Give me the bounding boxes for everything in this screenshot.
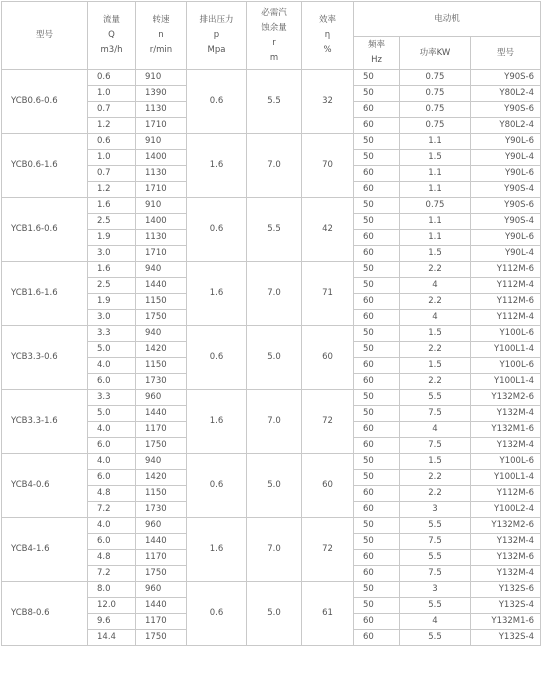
motor-power-cell: 5.5 bbox=[400, 390, 471, 406]
speed-cell: 940 bbox=[136, 262, 187, 278]
pump-model-cell: YCB8-0.6 bbox=[2, 582, 88, 646]
efficiency-cell: 32 bbox=[302, 70, 354, 134]
speed-cell: 1130 bbox=[136, 230, 187, 246]
flow-cell: 6.0 bbox=[88, 470, 136, 486]
pressure-cell: 1.6 bbox=[187, 262, 247, 326]
motor-model-cell: Y132S-4 bbox=[471, 598, 541, 614]
flow-cell: 7.2 bbox=[88, 566, 136, 582]
pressure-cell: 0.6 bbox=[187, 326, 247, 390]
motor-frequency-cell: 60 bbox=[354, 566, 400, 582]
motor-power-cell: 4 bbox=[400, 422, 471, 438]
table-row bbox=[2, 326, 541, 342]
table-row bbox=[2, 582, 541, 598]
motor-model-cell: Y100L-6 bbox=[471, 326, 541, 342]
motor-power-cell: 0.75 bbox=[400, 70, 471, 86]
speed-cell: 1420 bbox=[136, 470, 187, 486]
motor-frequency-cell: 50 bbox=[354, 534, 400, 550]
motor-power-cell: 0.75 bbox=[400, 86, 471, 102]
motor-frequency-cell: 50 bbox=[354, 582, 400, 598]
motor-model-cell: Y132M-4 bbox=[471, 534, 541, 550]
motor-model-cell: Y90S-4 bbox=[471, 182, 541, 198]
speed-cell: 1400 bbox=[136, 150, 187, 166]
speed-cell: 910 bbox=[136, 134, 187, 150]
flow-cell: 4.0 bbox=[88, 454, 136, 470]
speed-cell: 1150 bbox=[136, 486, 187, 502]
motor-model-cell: Y132M1-6 bbox=[471, 614, 541, 630]
header-motor-power: 功率KW bbox=[400, 37, 471, 70]
speed-cell: 1150 bbox=[136, 294, 187, 310]
motor-frequency-cell: 60 bbox=[354, 630, 400, 646]
motor-power-cell: 5.5 bbox=[400, 598, 471, 614]
motor-power-cell: 2.2 bbox=[400, 342, 471, 358]
flow-cell: 1.9 bbox=[88, 294, 136, 310]
motor-frequency-cell: 60 bbox=[354, 166, 400, 182]
speed-cell: 1750 bbox=[136, 438, 187, 454]
flow-cell: 0.6 bbox=[88, 134, 136, 150]
efficiency-cell: 72 bbox=[302, 518, 354, 582]
motor-frequency-cell: 50 bbox=[354, 598, 400, 614]
motor-model-cell: Y90L-6 bbox=[471, 134, 541, 150]
motor-frequency-cell: 60 bbox=[354, 310, 400, 326]
npsh-cell: 5.0 bbox=[247, 454, 302, 518]
motor-power-cell: 0.75 bbox=[400, 118, 471, 134]
motor-frequency-cell: 50 bbox=[354, 278, 400, 294]
flow-cell: 5.0 bbox=[88, 406, 136, 422]
flow-cell: 4.8 bbox=[88, 486, 136, 502]
motor-frequency-cell: 60 bbox=[354, 246, 400, 262]
motor-power-cell: 4 bbox=[400, 278, 471, 294]
motor-power-cell: 2.2 bbox=[400, 294, 471, 310]
flow-cell: 8.0 bbox=[88, 582, 136, 598]
speed-cell: 940 bbox=[136, 454, 187, 470]
motor-frequency-cell: 50 bbox=[354, 342, 400, 358]
motor-model-cell: Y132M-4 bbox=[471, 406, 541, 422]
table-row bbox=[2, 134, 541, 150]
motor-model-cell: Y132M-4 bbox=[471, 566, 541, 582]
npsh-cell: 7.0 bbox=[247, 134, 302, 198]
speed-cell: 960 bbox=[136, 390, 187, 406]
motor-power-cell: 1.1 bbox=[400, 134, 471, 150]
pressure-cell: 1.6 bbox=[187, 134, 247, 198]
motor-frequency-cell: 60 bbox=[354, 182, 400, 198]
motor-frequency-cell: 50 bbox=[354, 470, 400, 486]
table-header bbox=[2, 2, 541, 70]
npsh-cell: 5.5 bbox=[247, 198, 302, 262]
table-row bbox=[2, 390, 541, 406]
motor-frequency-cell: 60 bbox=[354, 230, 400, 246]
motor-frequency-cell: 50 bbox=[354, 70, 400, 86]
flow-cell: 6.0 bbox=[88, 534, 136, 550]
pressure-cell: 0.6 bbox=[187, 582, 247, 646]
motor-power-cell: 5.5 bbox=[400, 550, 471, 566]
motor-frequency-cell: 60 bbox=[354, 294, 400, 310]
header-motor: 电动机 bbox=[354, 2, 541, 37]
flow-cell: 14.4 bbox=[88, 630, 136, 646]
efficiency-cell: 60 bbox=[302, 326, 354, 390]
header-pressure: 排出压力 p Mpa bbox=[187, 2, 247, 70]
motor-model-cell: Y132M2-6 bbox=[471, 390, 541, 406]
motor-model-cell: Y90L-4 bbox=[471, 150, 541, 166]
flow-cell: 6.0 bbox=[88, 438, 136, 454]
header-npsh: 必需汽 蚀余量 r m bbox=[247, 2, 302, 70]
npsh-cell: 5.0 bbox=[247, 326, 302, 390]
motor-frequency-cell: 50 bbox=[354, 390, 400, 406]
speed-cell: 910 bbox=[136, 198, 187, 214]
speed-cell: 1710 bbox=[136, 246, 187, 262]
motor-power-cell: 1.5 bbox=[400, 246, 471, 262]
motor-power-cell: 1.5 bbox=[400, 358, 471, 374]
pressure-cell: 0.6 bbox=[187, 198, 247, 262]
motor-model-cell: Y132M2-6 bbox=[471, 518, 541, 534]
flow-cell: 4.0 bbox=[88, 422, 136, 438]
motor-power-cell: 1.5 bbox=[400, 326, 471, 342]
npsh-cell: 5.5 bbox=[247, 70, 302, 134]
motor-power-cell: 1.1 bbox=[400, 214, 471, 230]
motor-power-cell: 1.5 bbox=[400, 150, 471, 166]
motor-model-cell: Y90L-6 bbox=[471, 166, 541, 182]
motor-frequency-cell: 50 bbox=[354, 454, 400, 470]
motor-power-cell: 2.2 bbox=[400, 374, 471, 390]
motor-model-cell: Y100L-6 bbox=[471, 358, 541, 374]
motor-model-cell: Y132S-4 bbox=[471, 630, 541, 646]
speed-cell: 1440 bbox=[136, 406, 187, 422]
motor-power-cell: 7.5 bbox=[400, 438, 471, 454]
pump-model-cell: YCB0.6-1.6 bbox=[2, 134, 88, 198]
flow-cell: 4.0 bbox=[88, 358, 136, 374]
header-efficiency: 效率 η % bbox=[302, 2, 354, 70]
motor-power-cell: 3 bbox=[400, 502, 471, 518]
motor-frequency-cell: 60 bbox=[354, 102, 400, 118]
motor-model-cell: Y112M-6 bbox=[471, 262, 541, 278]
header-model: 型号 bbox=[2, 2, 88, 70]
motor-frequency-cell: 60 bbox=[354, 374, 400, 390]
motor-power-cell: 1.1 bbox=[400, 230, 471, 246]
motor-model-cell: Y90L-6 bbox=[471, 230, 541, 246]
motor-power-cell: 7.5 bbox=[400, 534, 471, 550]
header-motor-frequency: 频率 Hz bbox=[354, 37, 400, 70]
motor-frequency-cell: 60 bbox=[354, 486, 400, 502]
motor-model-cell: Y90S-6 bbox=[471, 102, 541, 118]
motor-model-cell: Y112M-4 bbox=[471, 278, 541, 294]
table-row bbox=[2, 262, 541, 278]
motor-frequency-cell: 50 bbox=[354, 86, 400, 102]
motor-power-cell: 0.75 bbox=[400, 102, 471, 118]
motor-model-cell: Y80L2-4 bbox=[471, 86, 541, 102]
motor-model-cell: Y90L-4 bbox=[471, 246, 541, 262]
flow-cell: 1.9 bbox=[88, 230, 136, 246]
pump-model-cell: YCB1.6-0.6 bbox=[2, 198, 88, 262]
efficiency-cell: 72 bbox=[302, 390, 354, 454]
motor-model-cell: Y132M-6 bbox=[471, 550, 541, 566]
header-speed: 转速 n r/min bbox=[136, 2, 187, 70]
flow-cell: 0.7 bbox=[88, 102, 136, 118]
flow-cell: 4.8 bbox=[88, 550, 136, 566]
motor-power-cell: 2.2 bbox=[400, 486, 471, 502]
motor-frequency-cell: 60 bbox=[354, 438, 400, 454]
flow-cell: 0.6 bbox=[88, 70, 136, 86]
pump-model-cell: YCB3.3-0.6 bbox=[2, 326, 88, 390]
npsh-cell: 7.0 bbox=[247, 518, 302, 582]
motor-frequency-cell: 50 bbox=[354, 518, 400, 534]
motor-frequency-cell: 60 bbox=[354, 118, 400, 134]
speed-cell: 1150 bbox=[136, 358, 187, 374]
npsh-cell: 7.0 bbox=[247, 390, 302, 454]
speed-cell: 1170 bbox=[136, 550, 187, 566]
motor-power-cell: 0.75 bbox=[400, 198, 471, 214]
motor-power-cell: 3 bbox=[400, 582, 471, 598]
motor-power-cell: 1.5 bbox=[400, 454, 471, 470]
speed-cell: 1750 bbox=[136, 310, 187, 326]
motor-frequency-cell: 50 bbox=[354, 214, 400, 230]
flow-cell: 2.5 bbox=[88, 214, 136, 230]
flow-cell: 1.6 bbox=[88, 262, 136, 278]
flow-cell: 3.3 bbox=[88, 326, 136, 342]
flow-cell: 1.0 bbox=[88, 86, 136, 102]
header-motor-model: 型号 bbox=[471, 37, 541, 70]
motor-model-cell: Y132M-4 bbox=[471, 438, 541, 454]
motor-frequency-cell: 50 bbox=[354, 134, 400, 150]
pump-model-cell: YCB3.3-1.6 bbox=[2, 390, 88, 454]
motor-power-cell: 2.2 bbox=[400, 470, 471, 486]
table-row bbox=[2, 454, 541, 470]
efficiency-cell: 42 bbox=[302, 198, 354, 262]
flow-cell: 12.0 bbox=[88, 598, 136, 614]
speed-cell: 910 bbox=[136, 70, 187, 86]
speed-cell: 1390 bbox=[136, 86, 187, 102]
pump-model-cell: YCB4-0.6 bbox=[2, 454, 88, 518]
motor-frequency-cell: 50 bbox=[354, 198, 400, 214]
motor-frequency-cell: 50 bbox=[354, 150, 400, 166]
flow-cell: 7.2 bbox=[88, 502, 136, 518]
table-row bbox=[2, 70, 541, 86]
motor-frequency-cell: 60 bbox=[354, 550, 400, 566]
speed-cell: 1130 bbox=[136, 166, 187, 182]
motor-model-cell: Y80L2-4 bbox=[471, 118, 541, 134]
motor-power-cell: 5.5 bbox=[400, 518, 471, 534]
pump-model-cell: YCB4-1.6 bbox=[2, 518, 88, 582]
motor-power-cell: 2.2 bbox=[400, 262, 471, 278]
motor-power-cell: 4 bbox=[400, 614, 471, 630]
flow-cell: 1.2 bbox=[88, 182, 136, 198]
motor-power-cell: 7.5 bbox=[400, 406, 471, 422]
pressure-cell: 1.6 bbox=[187, 518, 247, 582]
efficiency-cell: 61 bbox=[302, 582, 354, 646]
motor-model-cell: Y100L1-4 bbox=[471, 342, 541, 358]
speed-cell: 1130 bbox=[136, 102, 187, 118]
npsh-cell: 5.0 bbox=[247, 582, 302, 646]
speed-cell: 940 bbox=[136, 326, 187, 342]
motor-power-cell: 5.5 bbox=[400, 630, 471, 646]
efficiency-cell: 71 bbox=[302, 262, 354, 326]
pressure-cell: 1.6 bbox=[187, 390, 247, 454]
header-flow: 流量 Q m3/h bbox=[88, 2, 136, 70]
speed-cell: 1710 bbox=[136, 182, 187, 198]
motor-model-cell: Y112M-4 bbox=[471, 310, 541, 326]
motor-frequency-cell: 50 bbox=[354, 326, 400, 342]
table-row bbox=[2, 198, 541, 214]
npsh-cell: 7.0 bbox=[247, 262, 302, 326]
motor-model-cell: Y90S-4 bbox=[471, 214, 541, 230]
motor-power-cell: 7.5 bbox=[400, 566, 471, 582]
efficiency-cell: 60 bbox=[302, 454, 354, 518]
motor-model-cell: Y132M1-6 bbox=[471, 422, 541, 438]
speed-cell: 1730 bbox=[136, 502, 187, 518]
flow-cell: 0.7 bbox=[88, 166, 136, 182]
speed-cell: 1750 bbox=[136, 630, 187, 646]
motor-frequency-cell: 60 bbox=[354, 422, 400, 438]
flow-cell: 5.0 bbox=[88, 342, 136, 358]
motor-power-cell: 1.1 bbox=[400, 166, 471, 182]
flow-cell: 6.0 bbox=[88, 374, 136, 390]
speed-cell: 960 bbox=[136, 582, 187, 598]
flow-cell: 1.2 bbox=[88, 118, 136, 134]
speed-cell: 1170 bbox=[136, 614, 187, 630]
motor-model-cell: Y112M-6 bbox=[471, 294, 541, 310]
table-row bbox=[2, 518, 541, 534]
flow-cell: 2.5 bbox=[88, 278, 136, 294]
motor-model-cell: Y100L1-4 bbox=[471, 374, 541, 390]
speed-cell: 1710 bbox=[136, 118, 187, 134]
motor-model-cell: Y90S-6 bbox=[471, 198, 541, 214]
motor-frequency-cell: 60 bbox=[354, 358, 400, 374]
speed-cell: 1750 bbox=[136, 566, 187, 582]
pump-spec-table bbox=[1, 1, 541, 646]
flow-cell: 1.0 bbox=[88, 150, 136, 166]
motor-frequency-cell: 60 bbox=[354, 502, 400, 518]
flow-cell: 3.0 bbox=[88, 246, 136, 262]
speed-cell: 1400 bbox=[136, 214, 187, 230]
flow-cell: 3.0 bbox=[88, 310, 136, 326]
speed-cell: 1440 bbox=[136, 278, 187, 294]
flow-cell: 9.6 bbox=[88, 614, 136, 630]
motor-model-cell: Y100L1-4 bbox=[471, 470, 541, 486]
motor-model-cell: Y90S-6 bbox=[471, 70, 541, 86]
speed-cell: 960 bbox=[136, 518, 187, 534]
motor-frequency-cell: 50 bbox=[354, 406, 400, 422]
table-body bbox=[2, 70, 541, 646]
pump-model-cell: YCB0.6-0.6 bbox=[2, 70, 88, 134]
pressure-cell: 0.6 bbox=[187, 70, 247, 134]
motor-model-cell: Y100L2-4 bbox=[471, 502, 541, 518]
motor-power-cell: 1.1 bbox=[400, 182, 471, 198]
motor-model-cell: Y112M-6 bbox=[471, 486, 541, 502]
speed-cell: 1730 bbox=[136, 374, 187, 390]
motor-model-cell: Y132S-6 bbox=[471, 582, 541, 598]
speed-cell: 1440 bbox=[136, 534, 187, 550]
speed-cell: 1420 bbox=[136, 342, 187, 358]
flow-cell: 4.0 bbox=[88, 518, 136, 534]
efficiency-cell: 70 bbox=[302, 134, 354, 198]
flow-cell: 3.3 bbox=[88, 390, 136, 406]
motor-model-cell: Y100L-6 bbox=[471, 454, 541, 470]
motor-frequency-cell: 50 bbox=[354, 262, 400, 278]
pressure-cell: 0.6 bbox=[187, 454, 247, 518]
motor-frequency-cell: 60 bbox=[354, 614, 400, 630]
motor-power-cell: 4 bbox=[400, 310, 471, 326]
flow-cell: 1.6 bbox=[88, 198, 136, 214]
speed-cell: 1170 bbox=[136, 422, 187, 438]
speed-cell: 1440 bbox=[136, 598, 187, 614]
pump-model-cell: YCB1.6-1.6 bbox=[2, 262, 88, 326]
